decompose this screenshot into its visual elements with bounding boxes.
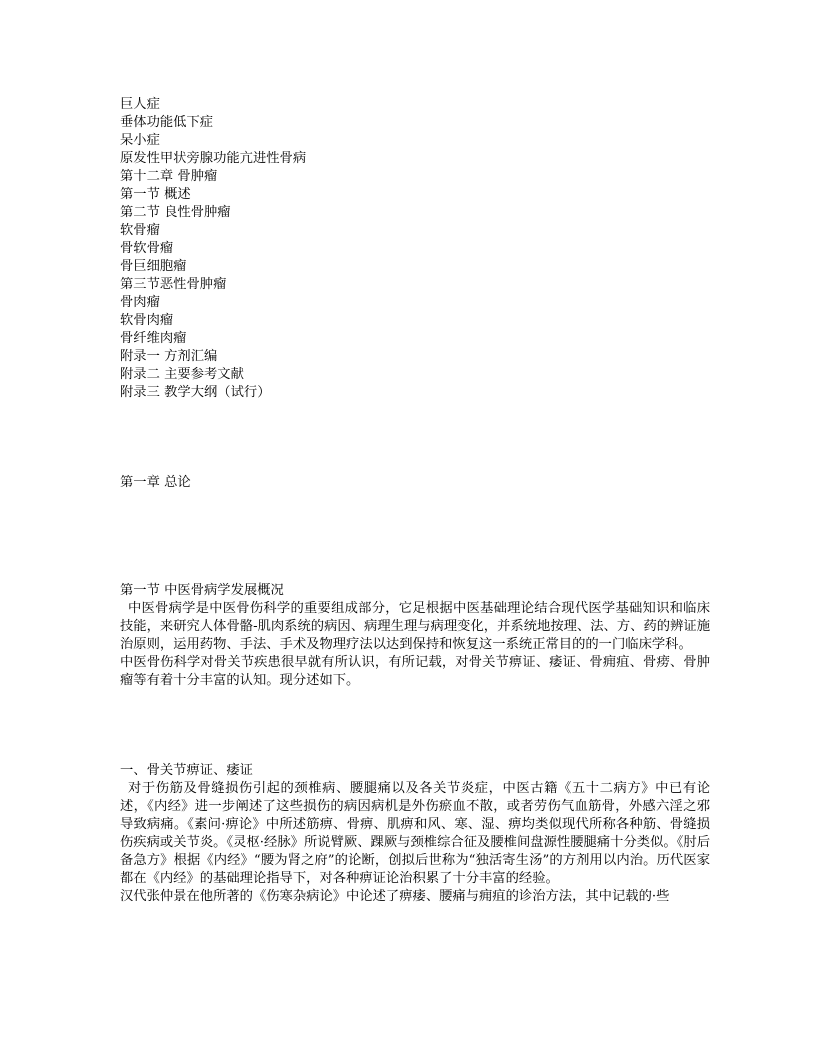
toc-item: 骨肉瘤 [120, 295, 160, 310]
paragraph: 中医骨伤科学对骨关节疾患很早就有所认识，有所记载，对骨关节痹证、痿证、骨痈疽、骨痨、骨肿瘤等有着十分丰富的认知。现分述如下。 [120, 655, 710, 688]
document-page [120, 96, 710, 906]
toc-item: 附录三 教学大纲（试行） [120, 385, 271, 400]
table-of-contents [120, 96, 710, 402]
spacer [120, 690, 710, 762]
toc-item: 巨人症 [120, 97, 160, 112]
toc-item: 骨纤维肉瘤 [120, 331, 187, 346]
toc-item: 软骨瘤 [120, 223, 160, 238]
spacer [120, 492, 710, 582]
paragraph: 中医骨病学是中医骨伤科学的重要组成部分，它足根据中医基础理论结合现代医学基础知识和临床技能，来研究人体骨骼-肌肉系统的病因、病理生理与病理变化，并系统地按理、法、方、药的辨证施治原则，运用药物、手法、手术及物理疗法以达到保持和恢复这一系统正常目的的一门临床学科。 [120, 601, 710, 652]
toc-item: 原发性甲状旁腺功能亢进性骨病 [120, 151, 307, 166]
spacer [120, 402, 710, 474]
paragraph: 汉代张仲景在他所著的《伤寒杂病论》中论述了痹痿、腰痛与痈疽的诊治方法，其中记载的·些 [120, 889, 670, 904]
toc-item: 第三节恶性骨肿瘤 [120, 277, 227, 292]
toc-item: 第二节 良性骨肿瘤 [120, 205, 231, 220]
toc-item: 呆小症 [120, 133, 160, 148]
section-title: 第一节 中医骨病学发展概况 [120, 583, 284, 598]
section-1 [120, 582, 710, 690]
toc-item: 附录二 主要参考文献 [120, 367, 244, 382]
toc-item: 骨软骨瘤 [120, 241, 174, 256]
paragraph: 对于伤筋及骨缝损伤引起的颈椎病、腰腿痛以及各关节炎症，中医古籍《五十二病方》中已有论述，《内经》进一步阐述了这些损伤的病因病机是外伤瘀血不散，或者劳伤气血筋骨，外感六淫之邪导致病痛。《素问·痹论》中所述筋痹、骨痹、肌痹和风、寒、湿、痹均类似现代所称各种筋、骨缝损伤疾病或关节炎。《灵枢·经脉》所说臂厥、踝厥与颈椎综合征及腰椎间盘源性腰腿痛十分类似。《肘后备急方》根据《内经》“腰为肾之府”的论断，创拟后世称为“独活寄生汤”的方剂用以内治。历代医家都在《内经》的基础理论指导下，对各种痹证论治积累了十分丰富的经验。 [120, 781, 710, 886]
toc-item: 垂体功能低下症 [120, 115, 214, 130]
toc-item: 骨巨细胞瘤 [120, 259, 187, 274]
toc-item: 第十二章 骨肿瘤 [120, 169, 218, 184]
chapter-title: 第一章 总论 [120, 475, 191, 490]
subsection-title: 一、骨关节痹证、痿证 [120, 763, 253, 778]
toc-item: 附录一 方剂汇编 [120, 349, 218, 364]
subsection-1 [120, 762, 710, 906]
toc-item: 第一节 概述 [120, 187, 191, 202]
toc-item: 软骨肉瘤 [120, 313, 174, 328]
